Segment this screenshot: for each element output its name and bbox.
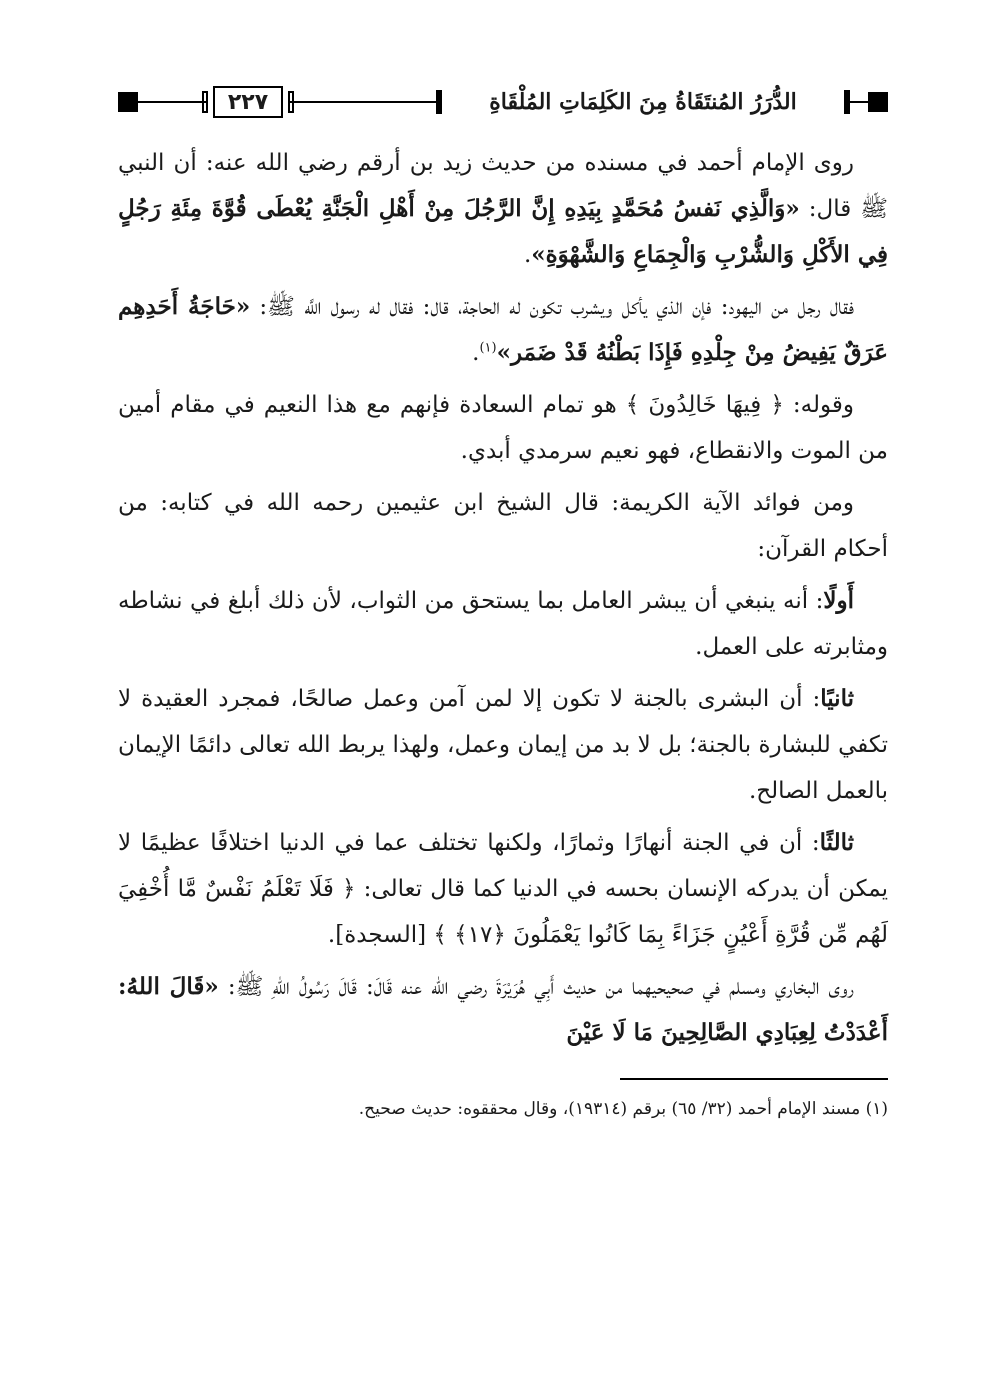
paragraph-text: : أنه ينبغي أن يبشر العامل بما يستحق من الثواب، لأن ذلك أبلغ في نشاطه ومثابرته على العمل.	[118, 588, 888, 660]
paragraph-third-benefit	[118, 820, 888, 958]
paragraph-text: روى البخاري ومسلم في صحيحيهما من حديث أَبِي هُرَيْرَةَ رضي الله عنه قَالَ: قَالَ رَسُولُ اللهِ ﷺ:	[218, 974, 854, 1000]
paragraph-benefits-intro	[118, 480, 888, 572]
point-label: ثالثًا	[819, 829, 854, 856]
paragraph-hadith-abu-hurayra	[118, 964, 888, 1056]
paragraph-text: فقال رجل من اليهود: فإن الذي يأكل ويشرب تكون له الحاجة، قال: فقال له رسول اللَّه ﷺ:	[250, 294, 854, 320]
hadith-quote: «حَاجَةُ أَحَدِهِم عَرَقٌ يَفِيضُ مِنْ جِلْدِهِ فَإِذَا بَطْنُهُ قَدْ ضَمَر»	[118, 293, 888, 366]
book-title: الدُّرَرُ المُنتَقَاةُ مِنَ الكَلِمَاتِ المُلْقَاةِ	[448, 84, 838, 120]
paragraph-khalidun	[118, 382, 888, 474]
header-left-rule	[138, 101, 208, 103]
point-label: ثانيًا	[820, 685, 854, 712]
paragraph-first-benefit	[118, 578, 888, 670]
paragraph-text: ومن فوائد الآية الكريمة: قال الشيخ ابن عثيمين رحمه الله في كتابه: من أحكام القرآن:	[118, 490, 888, 562]
paragraph-jew-question	[118, 284, 888, 376]
footnote-divider	[620, 1078, 888, 1080]
header-middle-rule	[290, 101, 440, 103]
paragraph-end: .	[523, 242, 532, 268]
hadith-quote: «وَالَّذِي نَفسُ مُحَمَّدٍ بِيَدِهِ إِنَّ الرَّجُلَ مِنْ أَهْلِ الْجَنَّةِ يُعْطَى قُوَّةَ مِئَةِ رَجُلٍ فِي الأَكْلِ وَالشُّرْبِ وَالْجِمَاعِ وَالشَّهْوَةِ»	[118, 195, 888, 268]
paragraph-text: روى الإمام أحمد في مسنده من حديث زيد بن أرقم رضي الله عنه: أن النبي ﷺ قال:	[118, 150, 888, 222]
paragraph-second-benefit	[118, 676, 888, 814]
main-text	[118, 140, 888, 1062]
paragraph-text: وقوله: ﴿ فِيهَا خَالِدُونَ ﴾ هو تمام السعادة فإنهم مع هذا النعيم في مقام أمين من الموت والانقطاع، فهو نعيم سرمدي أبدي.	[118, 392, 888, 464]
page-header	[118, 84, 888, 122]
page-number: ٢٢٧	[213, 86, 283, 118]
paragraph-hadith-zaid	[118, 140, 888, 278]
paragraph-text: : أن البشرى بالجنة لا تكون إلا لمن آمن وعمل صالحًا، فمجرد العقيدة لا تكفي للبشارة بالجنة؛ بل لا بد من إيمان وعمل، ولهذا يربط الله تعالى دائمًا الإيمان بالعمل الصالح.	[118, 686, 888, 804]
header-right-rule	[850, 101, 870, 103]
header-bar-ornament	[436, 90, 442, 114]
paragraph-end: .	[472, 340, 480, 366]
footnote: (١) مسند الإمام أحمد (٣٢/ ٦٥) برقم (١٩٣١٤)، وقال محققوه: حديث صحيح.	[358, 1099, 888, 1119]
paragraph-text: : أن في الجنة أنهارًا وثمارًا، ولكنها تختلف عما في الدنيا اختلافًا عظيمًا لا يمكن أن يدركه الإنسان بحسه في الدنيا كما قال تعالى: ﴿ فَلَا تَعْلَمُ نَفْسٌ مَّا أُخْفِيَ لَهُم مِّن قُرَّةِ أَعْيُنٍ جَزَاءً بِمَا كَانُوا يَعْمَلُونَ ﴿١٧﴾ ﴾ [السجدة].	[118, 830, 888, 948]
header-right-square-ornament	[868, 92, 888, 112]
footnote-ref[interactable]: (١)	[479, 340, 497, 356]
point-label: أَولًا	[823, 587, 854, 614]
header-left-square-ornament	[118, 92, 138, 112]
hadith-quote: «قَالَ اللهُ: أَعْدَدْتُ لِعِبَادِي الصَّالِحِينَ مَا لَا عَيْنَ	[118, 973, 888, 1046]
